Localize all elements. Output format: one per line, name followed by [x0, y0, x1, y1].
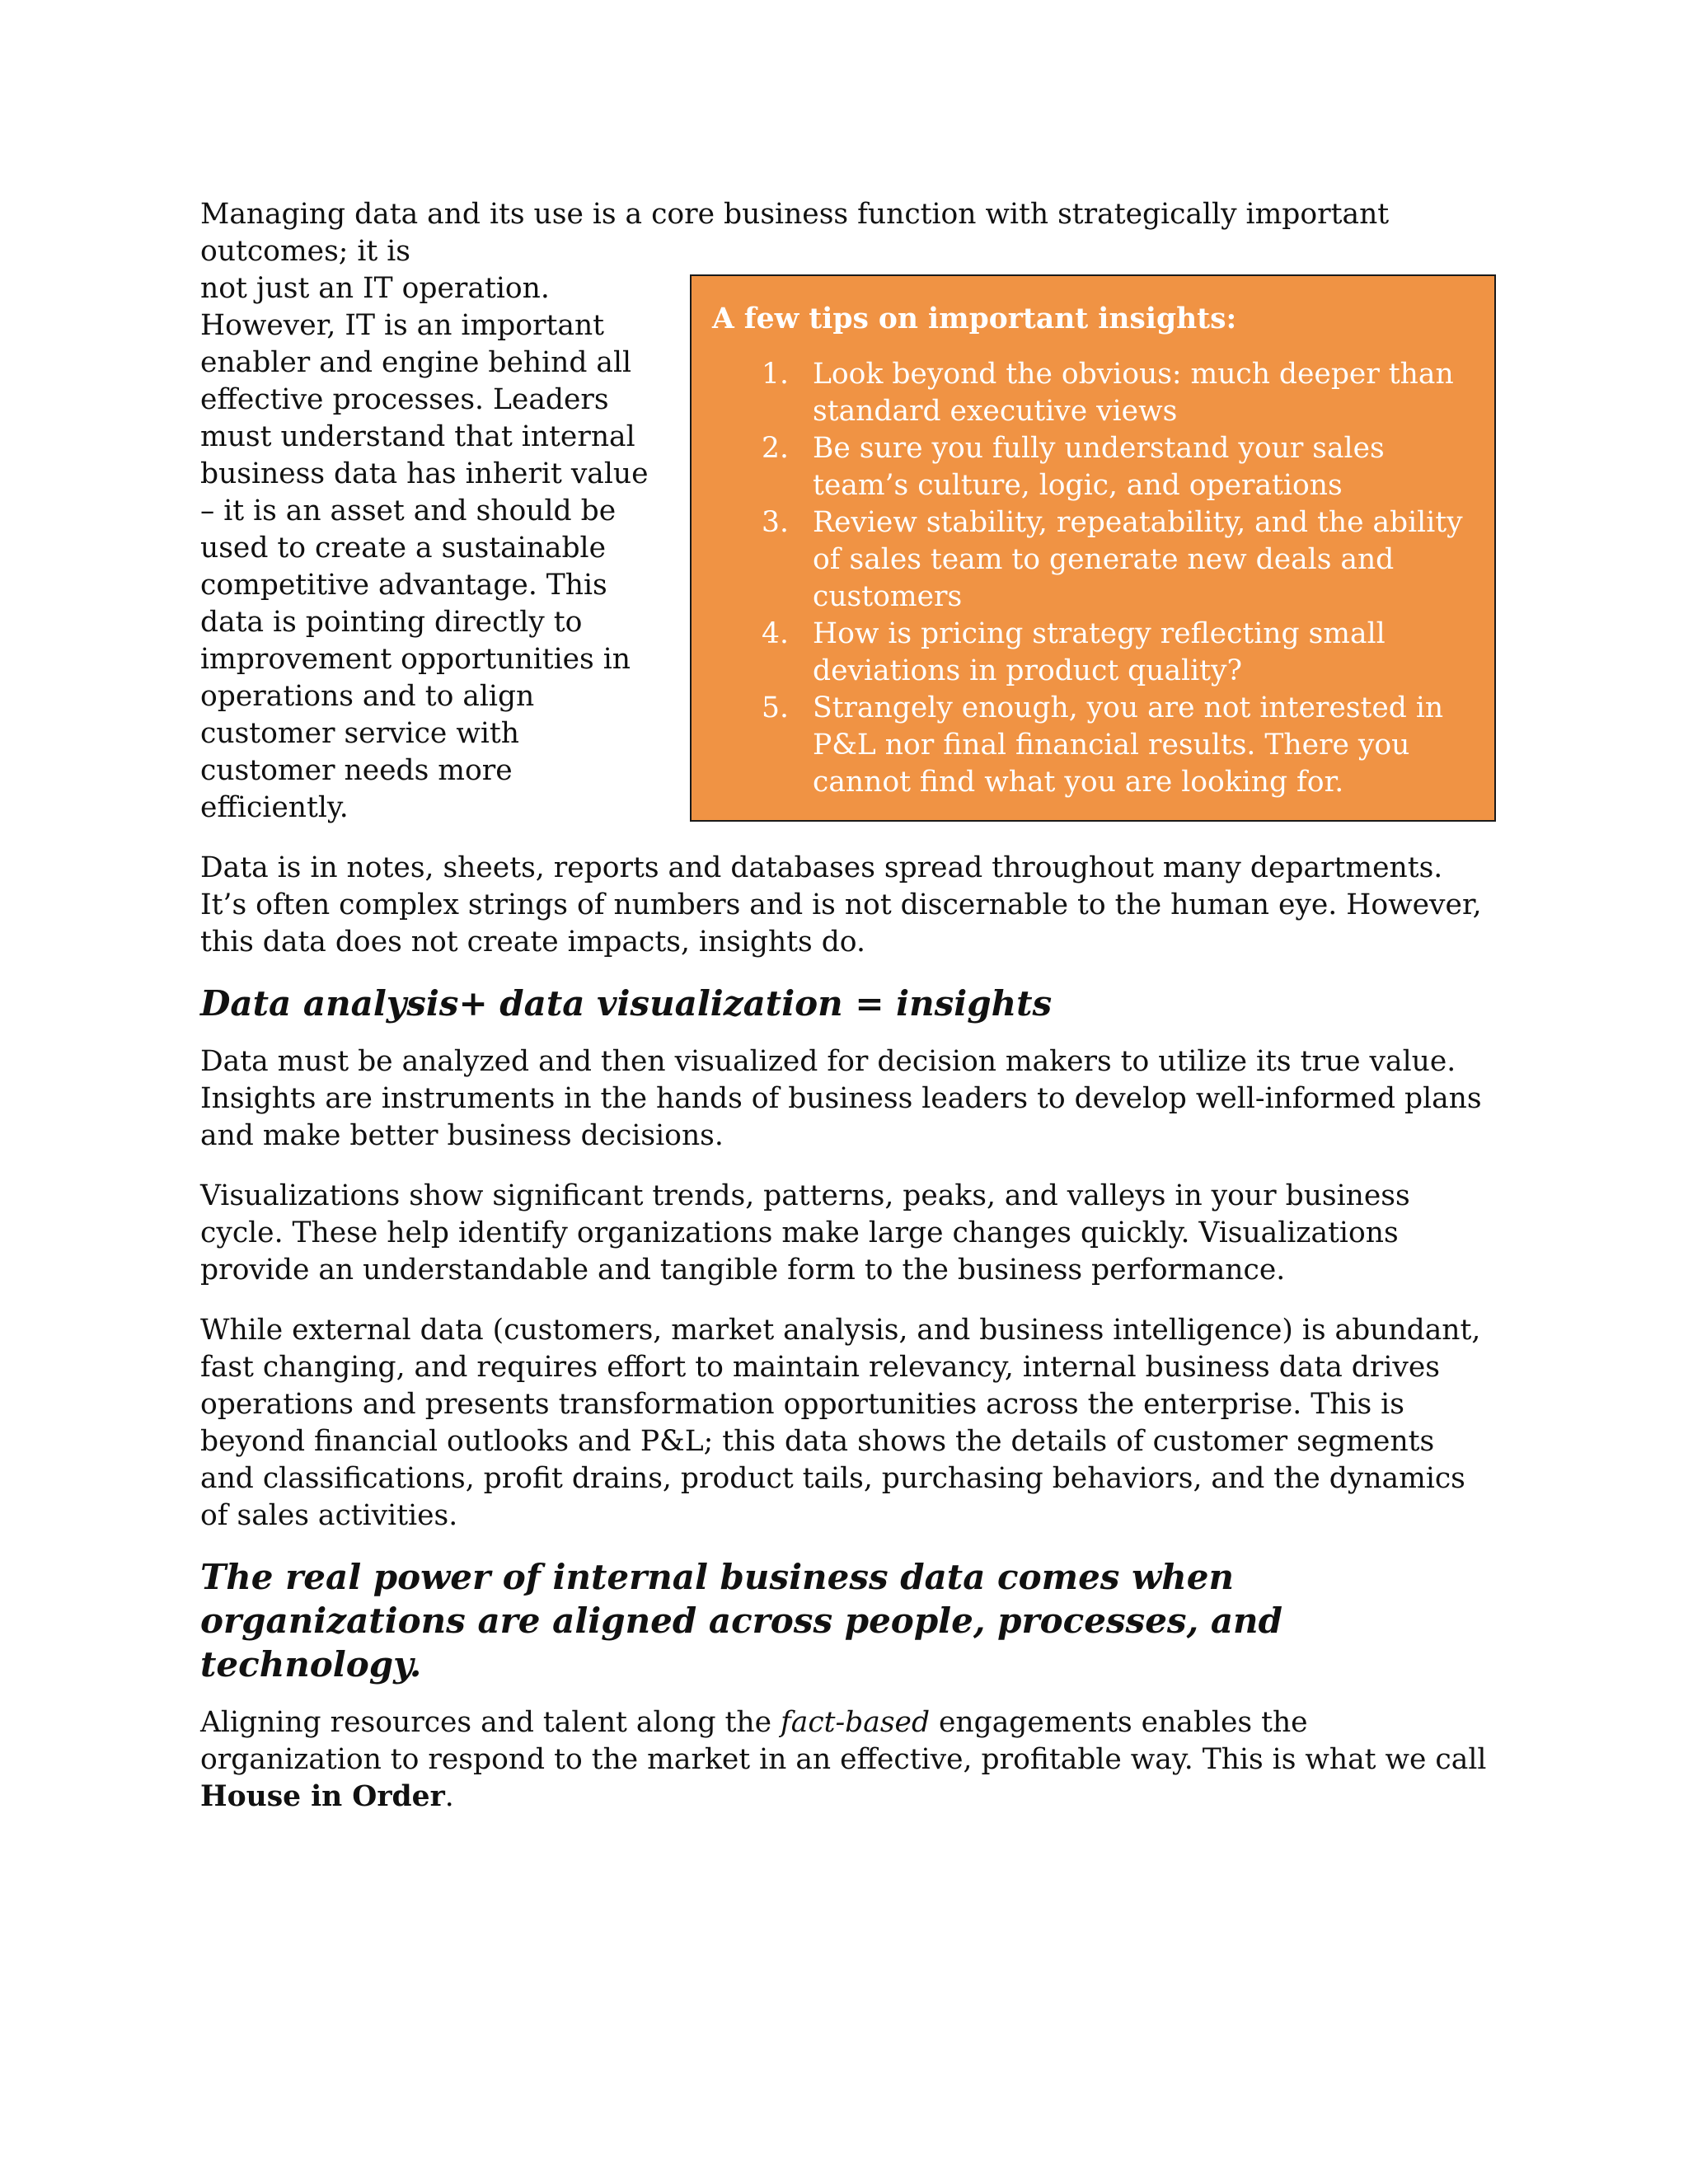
tip-text: Be sure you fully understand your sales team’s culture, logic, and operations	[813, 432, 1385, 502]
tip-item	[712, 430, 1474, 504]
tip-text: Review stability, repeatability, and the ability of sales team to generate new deals and customers	[813, 506, 1463, 613]
closing-italic-text: fact-based	[780, 1706, 931, 1739]
closing-text-start: Aligning resources and talent along the	[200, 1706, 781, 1739]
intro-paragraph-1-lead: Managing data and its use is a core business function with strategically important outcomes; it is	[200, 198, 1390, 268]
tip-item	[712, 504, 1474, 616]
tip-item	[712, 690, 1474, 801]
tip-item	[712, 616, 1474, 690]
tip-number: 4.	[762, 617, 789, 650]
intro-paragraph-1-rest: not just an IT operation. However, IT is an important enabler and engine behind all effective processes. Leaders must understand that internal business data has inherit value – it is an asset and should be used to create a sustainable competitive advantage. This data is pointing directly to improvement opportunities in operations and to align customer service with customer needs more efficiently.	[200, 272, 649, 824]
closing-text-middle: engagements enables the organization to respond to the market in an effective, profitable way. This is what we call	[200, 1706, 1487, 1776]
tip-item	[712, 356, 1474, 430]
section-heading-alignment: The real power of internal business data comes when organizations are aligned across people, processes, and technology.	[200, 1557, 1282, 1685]
intro-paragraph-2: Data is in notes, sheets, reports and databases spread throughout many departments. It’s often complex strings of numbers and is not discernable to the human eye. However, this data does not create impacts, insights do.	[200, 851, 1482, 958]
tip-number: 3.	[762, 506, 789, 539]
section1-paragraph-3: While external data (customers, market analysis, and business intelligence) is abundant, fast changing, and requires effort to maintain relevancy, internal business data drives operations and presents transformation opportunities across the enterprise. This is beyond financial outlooks and P&L; this data shows the details of customer segments and classifications, profit drains, product tails, purchasing behaviors, and the dynamics of sales activities.	[200, 1314, 1481, 1532]
closing-bold-text: House in Order	[200, 1780, 445, 1813]
tips-title: A few tips on important insights:	[712, 302, 1237, 335]
tip-number: 2.	[762, 432, 789, 465]
tip-text: Look beyond the obvious: much deeper than standard executive views	[813, 358, 1454, 428]
closing-paragraph	[200, 1704, 1496, 1816]
tip-number: 5.	[762, 691, 789, 724]
tip-number: 1.	[762, 358, 789, 391]
tips-list	[712, 356, 1474, 801]
tips-box	[690, 274, 1496, 822]
section1-paragraph-1: Data must be analyzed and then visualized for decision makers to utilize its true value. Insights are instruments in the hands of business leaders to develop well-informed plans and make better business decisions.	[200, 1045, 1482, 1152]
closing-text-end: .	[444, 1780, 454, 1813]
section-heading-insights: Data analysis+ data visualization = insights	[200, 983, 1053, 1024]
document-body	[200, 196, 1496, 1816]
tip-text: Strangely enough, you are not interested in P&L nor final financial results. There you cannot find what you are looking for.	[813, 691, 1444, 799]
section1-paragraph-2: Visualizations show significant trends, patterns, peaks, and valleys in your business cycle. These help identify organizations make large changes quickly. Visualizations provide an understandable and tangible form to the business performance.	[200, 1179, 1410, 1286]
tip-text: How is pricing strategy reflecting small deviations in product quality?	[813, 617, 1386, 687]
